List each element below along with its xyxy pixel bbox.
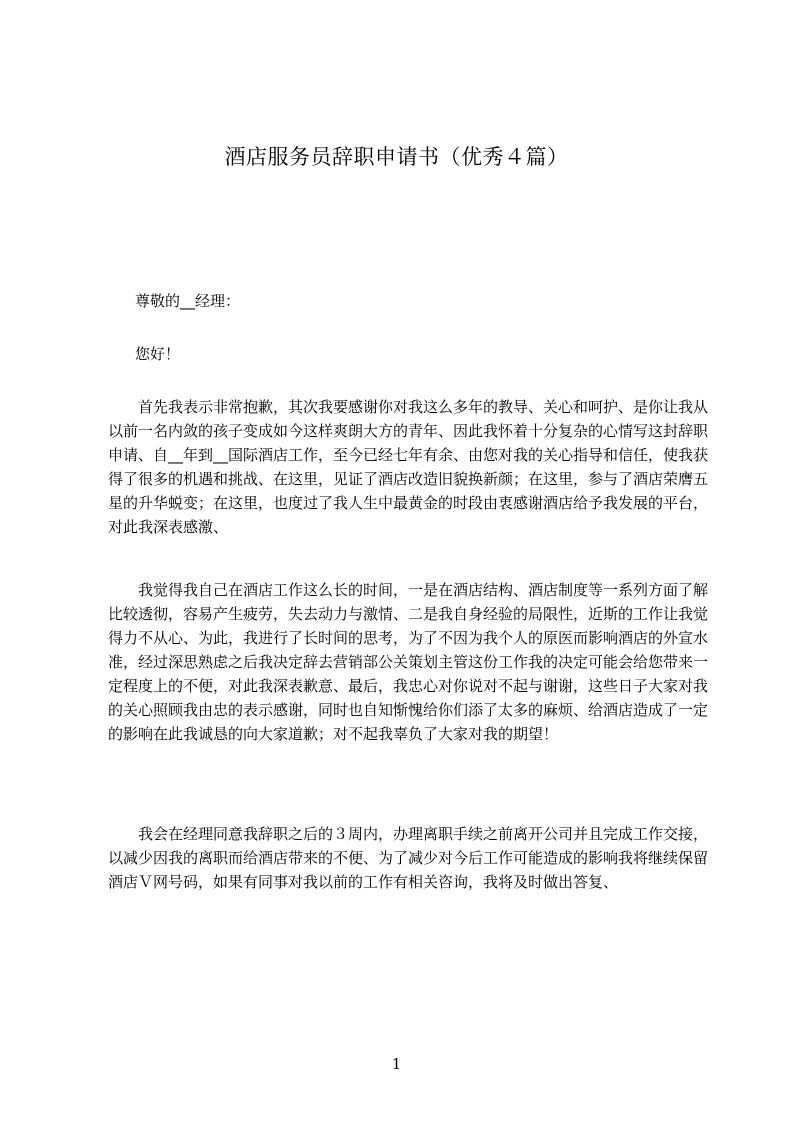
body-paragraph-3: 我会在经理同意我辞职之后的３周内，办理离职手续之前离开公司并且完成工作交接，以减少因我的离职而给酒店带来的不便、为了减少对今后工作可能造成的影响我将继续保留酒店Ｖ网号码，如果有同事对我以前的工作有相关咨询，我将及时做出答复、 <box>108 825 709 891</box>
document-title: 酒店服务员辞职申请书（优秀４篇） <box>224 145 569 169</box>
body-paragraph-1: 首先我表示非常抱歉，其次我要感谢你对我这么多年的教导、关心和呵护、是你让我从以前一名内敛的孩子变成如今这样爽朗大方的青年、因此我怀着十分复杂的心情写这封辞职申请、自__年到__国际酒店工作，至今已经七年有余、由您对我的关心指导和信任，使我获得了很多的机遇和挑战、在这里，见证了酒店改造旧貌换新颜；在这里，参与了酒店荣膺五星的升华蜕变；在这里，也度过了我人生中最黄金的时段由衷感谢酒店给予我发展的平台，对此我深表感激、 <box>108 398 709 536</box>
salutation: 尊敬的__经理： <box>135 292 241 310</box>
greeting: 您好！ <box>135 345 181 363</box>
body-paragraph-2: 我觉得我自己在酒店工作这么长的时间，一是在酒店结构、酒店制度等一系列方面了解比较透彻，容易产生疲劳，失去动力与激情、二是我自身经验的局限性，近斯的工作让我觉得力不从心、为此，我进行了长时间的思考，为了不因为我个人的原医而影响酒店的外宣水准，经过深思熟虑之后我决定辞去营销部公关策划主管这份工作我的决定可能会给您带来一定程度上的不便，对此我深表歉意、最后，我忠心对你说对不起与谢谢，这些日子大家对我的关心照顾我由忠的表示感谢，同时也自知惭愧给你们添了太多的麻烦、给酒店造成了一定的影响在此我诚恳的向大家道歉；对不起我辜负了大家对我的期望！ <box>108 581 709 743</box>
page-number: 1 <box>391 1055 402 1073</box>
